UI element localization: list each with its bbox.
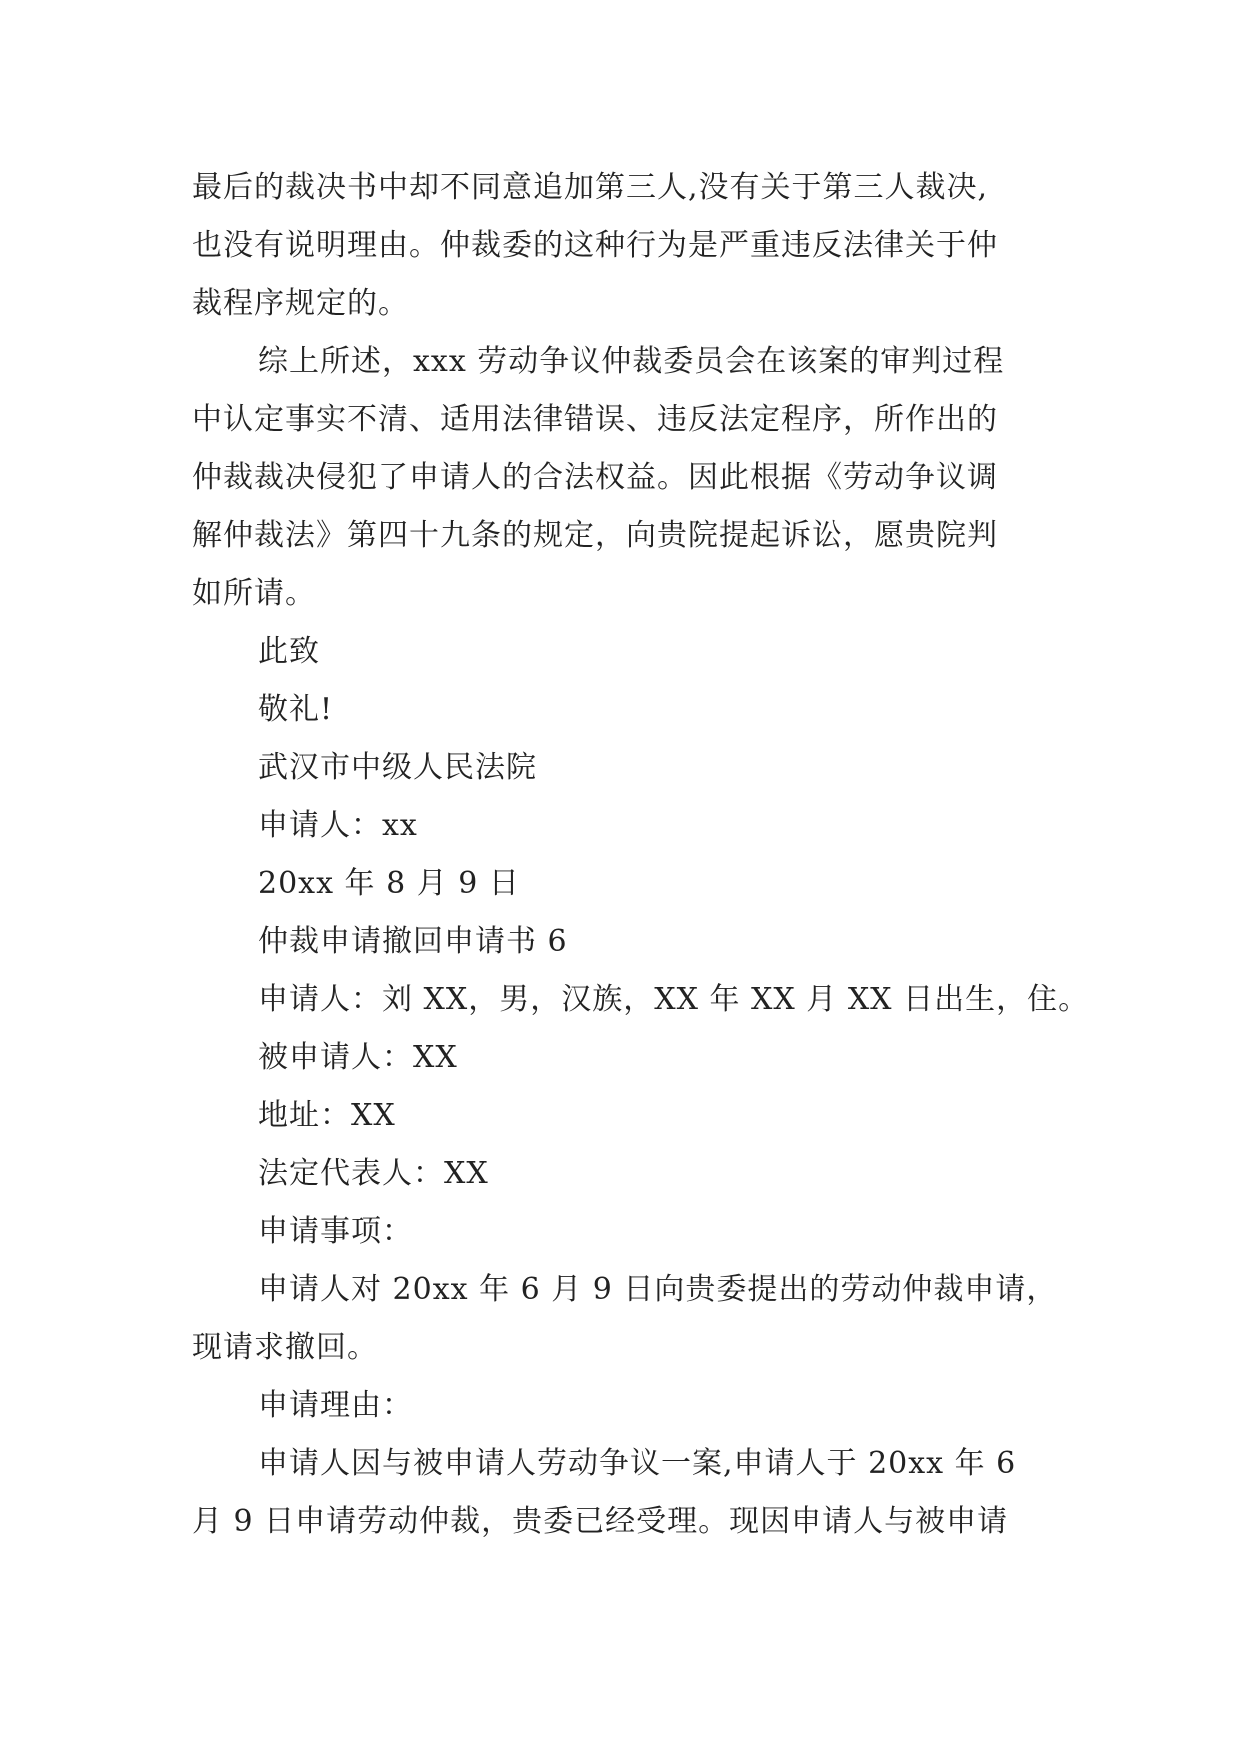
text-line: 如所请。 bbox=[192, 576, 316, 611]
text-line: 敬礼! bbox=[258, 692, 334, 727]
text-line: 申请理由： bbox=[258, 1388, 413, 1423]
text-line: 法定代表人：XX bbox=[258, 1156, 489, 1191]
text-line: 申请人对 20xx 年 6 月 9 日向贵委提出的劳动仲裁申请， bbox=[258, 1272, 1058, 1307]
text-line: 地址：XX bbox=[258, 1098, 396, 1133]
text-line: 此致 bbox=[258, 634, 320, 669]
text-line: 申请人：xx bbox=[258, 808, 418, 843]
text-line: 被申请人：XX bbox=[258, 1040, 458, 1075]
text-line: 也没有说明理由。仲裁委的这种行为是严重违反法律关于仲 bbox=[192, 228, 998, 263]
text-line: 综上所述，xxx 劳动争议仲裁委员会在该案的审判过程 bbox=[258, 344, 1005, 379]
text-line: 仲裁申请撤回申请书 6 bbox=[258, 924, 568, 959]
text-line: 最后的裁决书中却不同意追加第三人,没有关于第三人裁决, bbox=[192, 170, 989, 205]
text-line: 仲裁裁决侵犯了申请人的合法权益。因此根据《劳动争议调 bbox=[192, 460, 998, 495]
text-line: 申请人因与被申请人劳动争议一案,申请人于 20xx 年 6 bbox=[258, 1446, 1017, 1481]
text-line: 裁程序规定的。 bbox=[192, 286, 409, 321]
text-line: 现请求撤回。 bbox=[192, 1330, 378, 1365]
text-line: 申请事项： bbox=[258, 1214, 413, 1249]
text-line: 解仲裁法》第四十九条的规定，向贵院提起诉讼，愿贵院判 bbox=[192, 518, 998, 553]
text-line: 月 9 日申请劳动仲裁，贵委已经受理。现因申请人与被申请 bbox=[192, 1504, 1009, 1539]
text-line: 20xx 年 8 月 9 日 bbox=[258, 866, 520, 901]
text-line: 申请人：刘 XX，男，汉族，XX 年 XX 月 XX 日出生，住。 bbox=[258, 982, 1090, 1017]
text-line: 武汉市中级人民法院 bbox=[258, 750, 537, 785]
text-line: 中认定事实不清、适用法律错误、违反法定程序，所作出的 bbox=[192, 402, 998, 437]
